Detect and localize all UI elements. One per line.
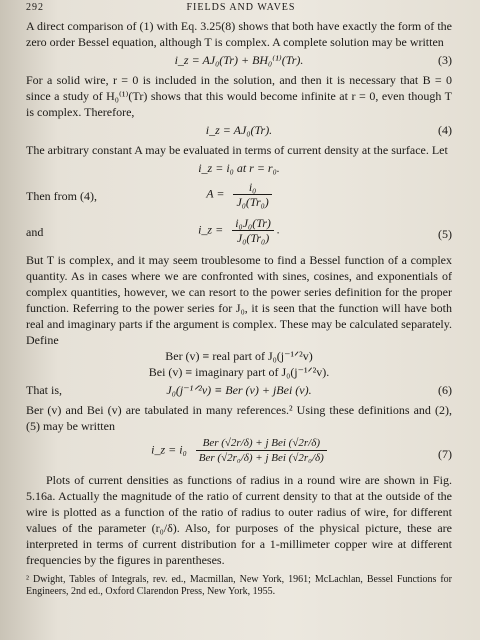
then-from-label: Then from (4), <box>26 189 97 203</box>
equation-5-period: . <box>276 222 280 237</box>
equation-5-lhs: i_z = <box>198 222 224 237</box>
equation-7-number: (7) <box>438 447 452 461</box>
equation-A <box>26 180 452 214</box>
definition-bei: Bei (v) ≡ imaginary part of J₀(j⁻¹ᐟ²v). <box>148 365 330 379</box>
equation-7-lhs: i_z = i₀ <box>151 442 187 457</box>
equation-4-expr: i_z = AJ₀(Tr). <box>205 123 273 137</box>
paragraph-2: For a solid wire, r = 0 is included in the solution, and then it is necessary that B = 0 since a study of H₀⁽¹⁾(Tr) shows that this would become infinite at r = 0, even though T is complex. Therefore, <box>26 73 452 119</box>
page-body <box>26 18 452 598</box>
equation-7 <box>26 436 452 470</box>
definition-ber: Ber (v) ≡ real part of J₀(j⁻¹ᐟ²v) <box>165 349 313 363</box>
equation-6-number: (6) <box>438 383 452 397</box>
equation-boundary-expr: i_z = i₀ at r = r₀. <box>198 161 280 175</box>
equation-6 <box>26 382 452 400</box>
footnote: ² Dwight, Tables of Integrals, rev. ed., Macmillan, New York, 1961; McLachlan, Bessel Functions for Engineers, 2nd ed., Oxford Clarendon Press, New York, 1955. <box>26 574 452 597</box>
running-header <box>26 2 456 16</box>
equation-5-numerator: i₀J₀(Tr) <box>232 216 274 231</box>
equation-5 <box>26 216 452 250</box>
that-is-label: That is, <box>26 383 62 397</box>
paragraph-4: But T is complex, and it may seem troublesome to find a Bessel function of a complex quantity. As in cases where we are confronted with sines, cosines, and exponentials of complex quantities, however, we can resort to the power series definition for the proper function. Referring to the power series for J₀, it is seen that the function will have both real and imaginary parts if the argument is complex. These may be calculated separately. Define <box>26 253 452 347</box>
equation-5-number: (5) <box>438 227 452 241</box>
paragraph-6: Plots of current densities as functions of radius in a round wire are shown in Fig. 5.16a. Actually the magnitude of the ratio of current density to that at the outside of the wire is plotted as a function of the ratio of radius to outer radius of wire, for different values of the parameter (r₀/δ). Also, for purposes of the physical picture, these are interpreted in terms of current distribution for a 1-millimeter copper wire at different frequencies by the figures in parentheses. <box>26 473 452 567</box>
equation-5-denominator: J₀(Tr₀) <box>236 231 270 245</box>
paragraph-5: Ber (v) and Bei (v) are tabulated in many references.² Using these definitions and (2), (5) may be written <box>26 403 452 433</box>
equation-3 <box>26 52 452 70</box>
equation-A-lhs: A = <box>206 186 225 201</box>
equation-boundary <box>26 160 452 178</box>
equation-3-expr: i_z = AJ₀(Tr) + BH₀⁽¹⁾(Tr). <box>174 53 304 67</box>
equation-A-numerator: i₀ <box>233 180 271 195</box>
page-number: 292 <box>26 2 44 13</box>
chapter-title: FIELDS AND WAVES <box>186 2 296 13</box>
equation-7-denominator: Ber (√2r₀/δ) + j Bei (√2r₀/δ) <box>198 452 324 464</box>
paragraph-3: The arbitrary constant A may be evaluated in terms of current density at the surface. Let <box>26 143 448 157</box>
equation-4 <box>26 122 452 140</box>
and-label: and <box>26 225 44 239</box>
paragraph-1: A direct comparison of (1) with Eq. 3.25(8) shows that both have exactly the form of the zero order Bessel equation, although T is complex. A complete solution may be written <box>26 19 452 49</box>
equation-3-number: (3) <box>438 53 452 67</box>
equation-4-number: (4) <box>438 123 452 137</box>
equation-7-numerator: Ber (√2r/δ) + j Bei (√2r/δ) <box>196 436 327 451</box>
equation-7-fraction <box>196 436 327 465</box>
equation-A-denominator: J₀(Tr₀) <box>236 195 269 209</box>
equation-6-expr: J₀(j⁻¹ᐟ²v) ≡ Ber (v) + jBei (v). <box>166 383 312 397</box>
equation-A-fraction <box>233 180 271 209</box>
equation-5-fraction <box>232 216 274 245</box>
